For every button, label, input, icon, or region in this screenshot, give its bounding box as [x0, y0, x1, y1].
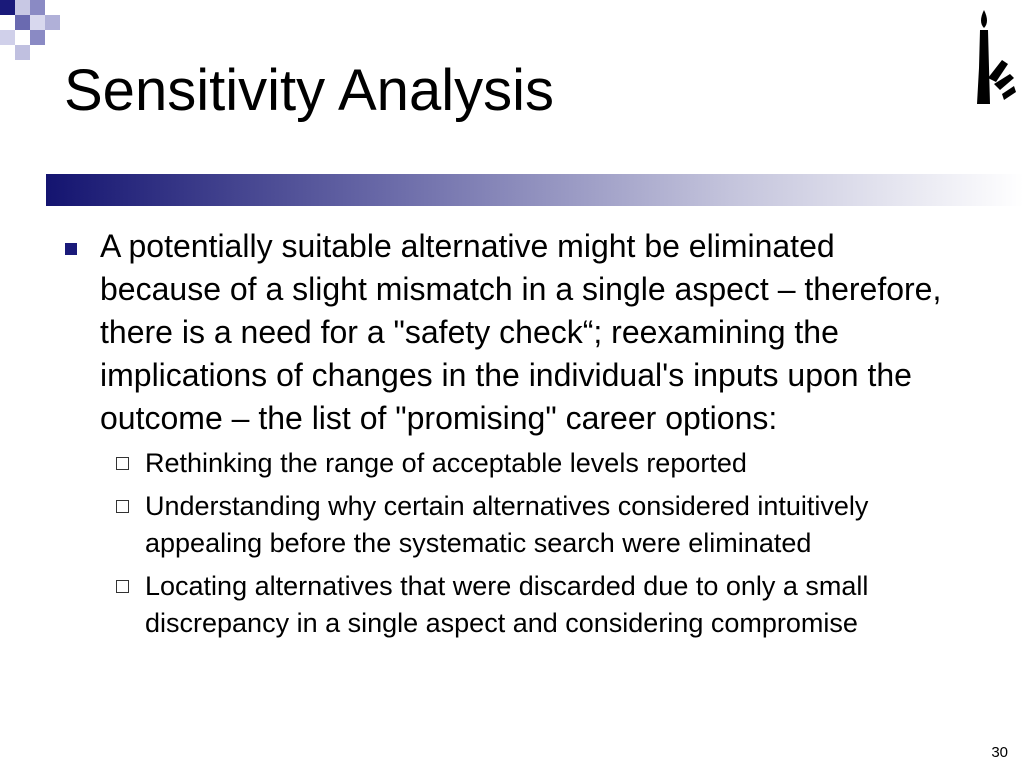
sub-bullet-item [114, 445, 962, 482]
menorah-logo-icon [968, 8, 1020, 112]
main-bullet-item [62, 225, 962, 440]
slide-content [62, 225, 962, 648]
hollow-square-bullet-icon [116, 500, 129, 513]
main-bullet-text: A potentially suitable alternative might be eliminated because of a slight mismatch in a single aspect – therefore, there is a need for a "safety check“; reexamining the implications of changes in the individual's inputs upon the outcome – the list of "promising" career options: [100, 228, 942, 436]
sub-bullet-list [114, 445, 962, 642]
sub-bullet-text: Locating alternatives that were discarded due to only a small discrepancy in a single aspect and considering compromise [145, 571, 869, 638]
filled-square-bullet-icon [65, 243, 77, 255]
title-underline-bar [46, 174, 1024, 206]
hollow-square-bullet-icon [116, 457, 129, 470]
hollow-square-bullet-icon [116, 580, 129, 593]
slide-title: Sensitivity Analysis [64, 58, 554, 123]
sub-bullet-item [114, 488, 962, 562]
sub-bullet-item [114, 568, 962, 642]
slide-number: 30 [991, 744, 1008, 761]
sub-bullet-text: Understanding why certain alternatives considered intuitively appealing before the systematic search were eliminated [145, 491, 869, 558]
sub-bullet-text: Rethinking the range of acceptable levels reported [145, 448, 747, 478]
corner-squares-icon [0, 0, 80, 64]
